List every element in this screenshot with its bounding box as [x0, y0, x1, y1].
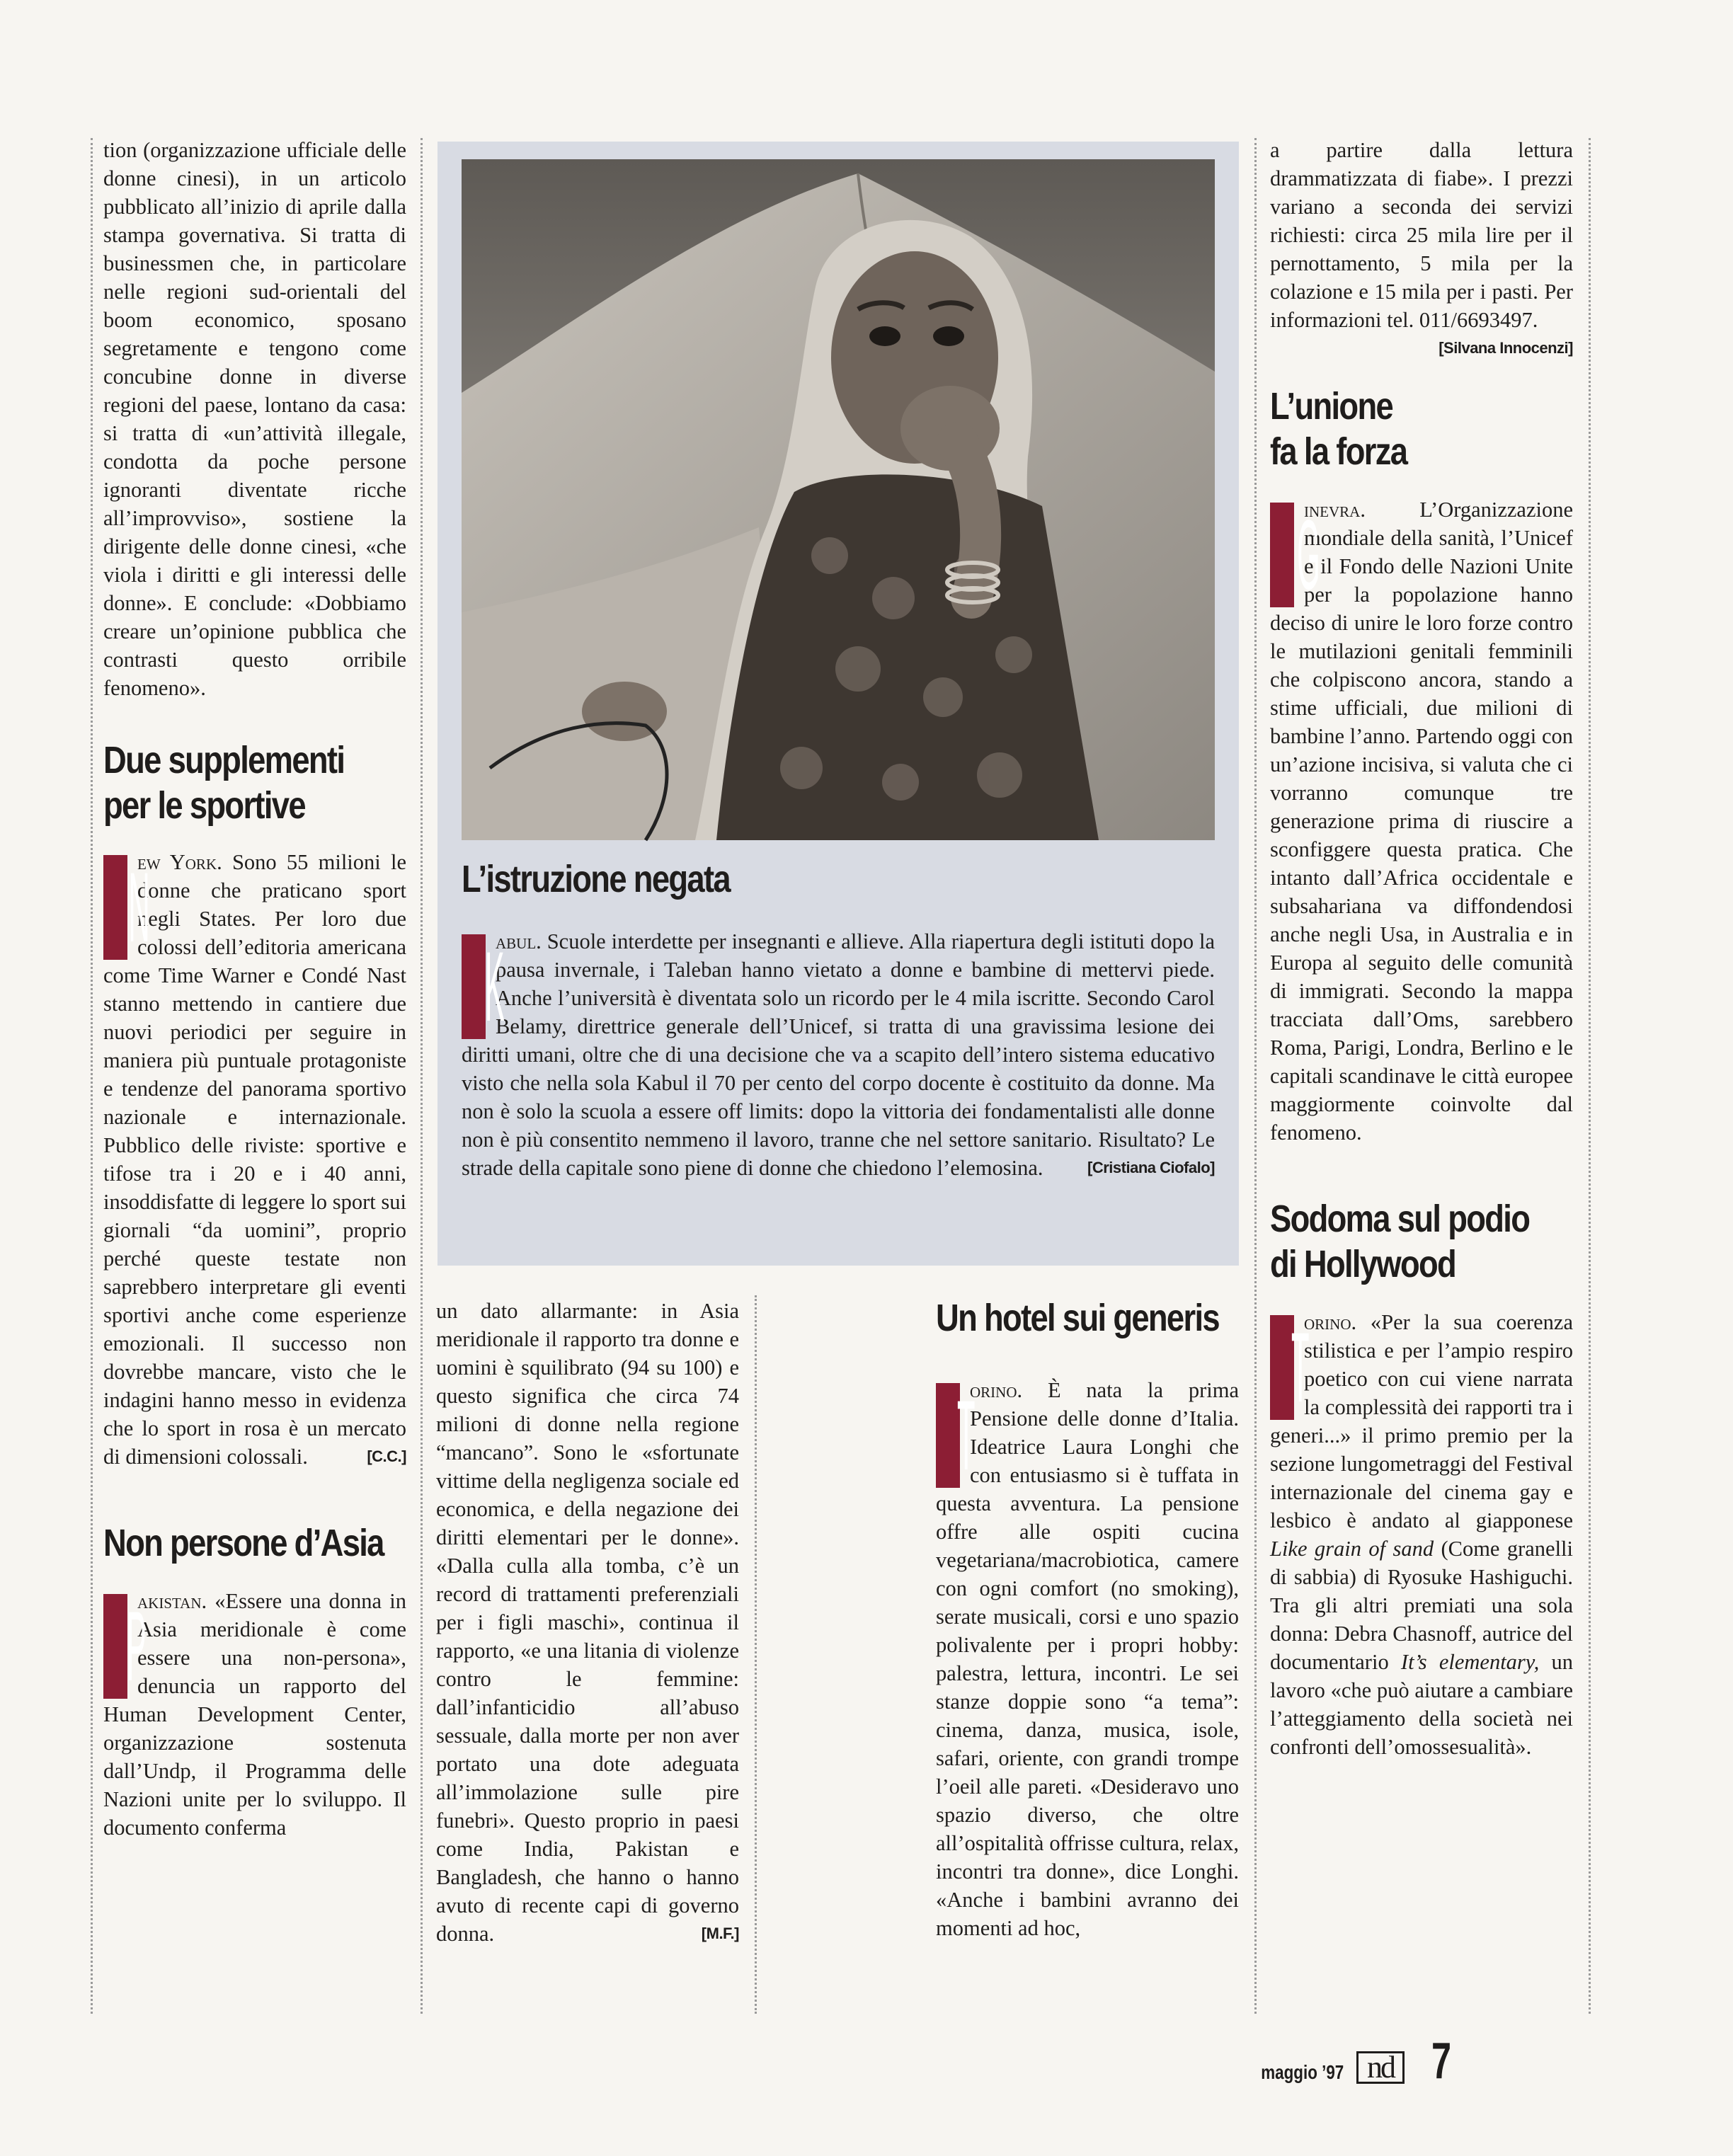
article-sodoma: T orino. «Per la sua coerenza stilistica e per l’ampio respiro poetico con cui viene narrata la complessità dei rapporti tra i generi...» il primo premio per la sezione lungometraggi del Festival internazionale del cinema gay e lesbico è andato al giapponese Like grain of sand (Come granelli di sabbia) di Ryosuke Hashiguchi. Tra gli altri premiati una sola donna: Debra Chasnoff, autrice del documentario It’s elementary, un lavoro «che può aiutare a cambiare l’atteggiamento della società nei confronti dell’omossesualità».: [1270, 1310, 1573, 1759]
column-3: [936, 1295, 1239, 1942]
column-rule: [421, 138, 423, 2014]
drop-cap: G: [1270, 503, 1294, 607]
page-number: 7: [1431, 2033, 1451, 2089]
page-footer: [1240, 2033, 1460, 2089]
article-unione: G inevra. L’Organizzazione mondiale della sanità, l’Unicef e il Fondo delle Nazioni Unite per la popolazione hanno deciso di unire le loro forze contro le mutilazioni genitali femminili che colpiscono ancora, stando a stime ufficiali, due milioni di bambine l’anno. Partendo oggi con un’azione incisiva, si valuta che ci vorranno comunque tre generazione prima di riuscire a sconfiggere questa pratica. Che intanto dall’Africa occidentale e subsahariana va diffondendosi anche negli Usa, in Australia e in Europa al seguito delle comunità di immigrati. Secondo la mappa tracciata dall’Oms, sarebbero Roma, Parigi, Londra, Berlino e le capitali scandinave le città europee maggiormente coinvolte dal fenomeno.: [1270, 498, 1573, 1145]
headline-unione: L’unione fa la forza: [1270, 385, 1407, 473]
author-credit: [C.C.]: [367, 1447, 406, 1465]
drop-cap: P: [103, 1594, 127, 1699]
article-due-supplementi: N ew York. Sono 55 milioni le donne che praticano sport negli States. Per loro due colossi dell’editoria americana come Time Warner e Condé Nast stanno mettendo in cantiere due nuovi periodici per seguire in maniera più puntuale protagoniste e tendenze del panorama sportivo nazionale e internazionale. Pubblico delle riviste: sportive e tifose tra i 20 e i 40 anni, insoddisfatte di leggere lo sport sui giornali “da uomini”, proprio perché queste testate non saprebbero interpretare gli eventi sportivi anche come esperienze emozionali. Il successo non dovrebbe mancare, visto che le indagini hanno messo in evidenza che lo sport in rosa è un mercato di dimensioni colossali. [C.C.]: [103, 848, 406, 1471]
column-rule: [1589, 138, 1591, 2014]
column-2: [436, 1297, 739, 1948]
headline-sodoma: Sodoma sul podio di Hollywood: [1270, 1198, 1530, 1285]
article-hotel: T orino. È nata la prima Pensione delle donne d’Italia. Ideatrice Laura Longhi che con entusiasmo si è tuffata in questa avventura. La pensione offre alle ospiti cucina vegetariana/macrobiotica, camere con ogni comfort (no smoking), serate musicali, corsi e uno spazio polivalente per i propri hobby: palestra, lettura, incontri. Le sei stanze doppie sono “a tema”: cinema, danza, musica, isole, safari, oriente, con grandi trompe l’oeil alle pareti. «Desideravo uno spazio diverso, che oltre all’ospitalità offrisse cultura, relax, incontri tra donne», dice Longhi. «Anche i bambini avranno dei momenti ad hoc,: [936, 1378, 1239, 1940]
photo-illustration: [462, 159, 1215, 840]
headline-hotel: Un hotel sui generis: [936, 1297, 1219, 1339]
column-rule: [1254, 138, 1257, 2014]
drop-cap: N: [103, 855, 127, 960]
callout-text: [462, 858, 1215, 1182]
magazine-logo: nd: [1356, 2051, 1405, 2084]
headline-due-supplementi: Due supplementi per le sportive: [103, 739, 345, 827]
author-credit: [M.F.]: [701, 1925, 739, 1942]
column-4: [1270, 136, 1573, 1761]
author-credit: [Silvana Innocenzi]: [1439, 339, 1573, 357]
author-credit: [Cristiana Ciofalo]: [1087, 1159, 1215, 1176]
photo-afghan-girl: [462, 159, 1215, 840]
headline-non-persone: Non persone d’Asia: [103, 1522, 384, 1564]
column-rule: [755, 1295, 757, 2014]
bleed-through-text: [113, 92, 1529, 142]
headline-istruzione-negata: L’istruzione negata: [462, 858, 730, 900]
article-istruzione-negata: K abul. Scuole interdette per insegnanti e allieve. Alla riapertura degli istituti dopo la pausa invernale, i Taleban hanno vietato a donne e bambine di mettervi piede. Anche l’università è diventata solo un ricordo per le 4 mila iscritte. Secondo Carol Belamy, direttrice generale dell’Unicef, si tratta di una gravissima lesione dei diritti umani, oltre che di una decisione che va a scapito dell’intero sistema educativo visto che nella sola Kabul il 70 per cento del corpo docente è costituito da donne. Ma non è solo la scuola a essere off limits: dopo la vittoria dei fondamentalisti alle donne non è più consentito nemmeno il lavoro, tranne che nel settore sanitario. Risultato? Le strade della capitale sono piene di donne che chiedono l’elemosina. [Cristiana Ciofalo]: [462, 927, 1215, 1182]
china-article-continuation: tion (organizzazione ufficiale delle donne cinesi), in un articolo pubblicato all’inizio di aprile dalla stampa governativa. Si tratta di businessmen che, in particolare nelle regioni sud-orientali del boom economico, sposano segretamente e tengono come concubine donne in diverse regioni del paese, lontano da casa: si tratta di «un’attività illegale, condotta da poche persone ignoranti diventate ricche all’improvviso», sostiene la dirigente delle donne cinesi, «che viola i diritti e gli interessi delle donne». E conclude: «Dobbiamo creare un’opinione pubblica che contrasti questo orribile fenomeno».: [103, 138, 406, 700]
asia-article-continuation: un dato allarmante: in Asia meridionale il rapporto tra donne e uomini è squilibrato (94 su 100) e questo significa che circa 74 milioni di donne nella regione “mancano”. Sono le «sfortunate vittime della negligenza sociale ed economica, e della negazione dei diritti elementari per le donne». «Dalla culla alla tomba, c’è un record di trattamenti preferenziali per i figli maschi», continua il rapporto, «e una litania di violenze contro le femmine: dall’infanticidio all’abuso sessuale, dalla morte per non aver portato una dote adeguata all’immolazione sulle pire funebri». Questo proprio in paesi come India, Pakistan e Bangladesh, che hanno o hanno avuto di recente capi di governo donna. [M.F.]: [436, 1297, 739, 1948]
column-rule: [91, 138, 93, 2014]
article-non-persone: P akistan. «Essere una donna in Asia meridionale è come essere una non-persona», denuncia un rapporto del Human Development Center, organizzazione sostenuta dall’Undp, il Programma delle Nazioni unite per lo sviluppo. Il documento conferma: [103, 1589, 406, 1840]
drop-cap: T: [1270, 1315, 1294, 1420]
hotel-article-continuation: a partire dalla lettura drammatizzata di fiabe». I prezzi variano a seconda dei servizi richiesti: circa 25 mila lire per il pernottamento, 5 mila per la colazione e 15 mila per i pasti. Per informazioni tel. 011/6693497. [Silvana Innocenzi]: [1270, 136, 1573, 334]
column-1: [103, 136, 406, 1842]
issue-date: maggio ’97: [1260, 2061, 1344, 2083]
drop-cap: T: [936, 1383, 960, 1488]
drop-cap: K: [462, 934, 486, 1039]
